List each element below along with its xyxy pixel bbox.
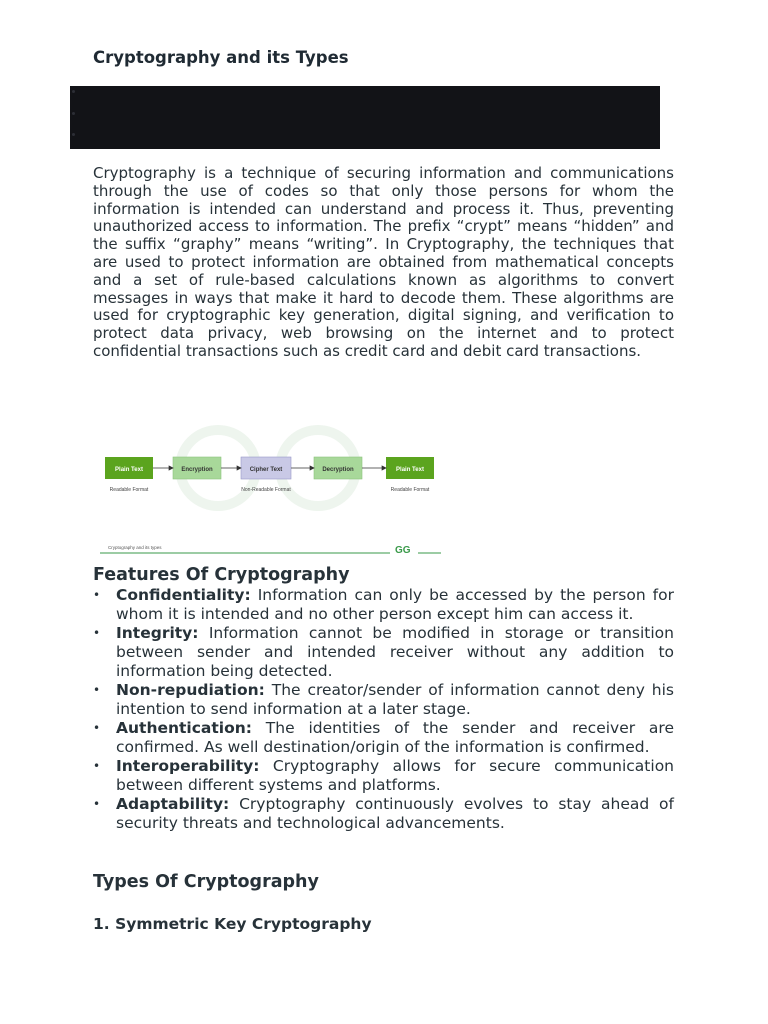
bar-dot	[72, 133, 75, 136]
arrow-head	[382, 466, 386, 470]
bullet-icon: •	[93, 797, 101, 811]
plain-text-box-label: Plain Text	[115, 467, 143, 473]
feature-item	[93, 795, 674, 833]
bar-dot	[72, 112, 75, 115]
bar-dot	[72, 90, 75, 93]
arrow-head	[310, 466, 314, 470]
feature-description: The creator/sender of information cannot deny his intention to send information at a later stage.	[116, 681, 674, 718]
document-title: Cryptography and its Types	[93, 48, 349, 67]
feature-term: Integrity:	[116, 624, 199, 642]
arrow-head	[237, 466, 241, 470]
readable-format-caption: Readable Format	[390, 487, 430, 493]
embedded-media-placeholder	[70, 86, 660, 149]
feature-description: Information cannot be modified in storage or transition between sender and intended receiver without any addition to information being detected.	[116, 624, 674, 680]
feature-description: The identities of the sender and receiver are confirmed. As well destination/origin of the information is confirmed.	[116, 719, 674, 756]
types-heading: Types Of Cryptography	[93, 872, 319, 892]
feature-description: Information can only be accessed by the person for whom it is intended and no other person except him can access it.	[116, 586, 674, 623]
feature-item	[93, 757, 674, 795]
feature-term: Adaptability:	[116, 795, 230, 813]
feature-description: Cryptography allows for secure communication between different systems and platforms.	[116, 757, 674, 794]
non-readable-format-caption: Non-Readable Format	[241, 487, 291, 493]
encryption-box-label: Encryption	[181, 467, 213, 473]
bullet-icon: •	[93, 588, 101, 602]
features-heading: Features Of Cryptography	[93, 565, 350, 585]
bullet-icon: •	[93, 721, 101, 735]
feature-term: Non-repudiation:	[116, 681, 265, 699]
features-list	[93, 586, 674, 833]
readable-format-caption: Readable Format	[109, 487, 149, 493]
feature-term: Authentication:	[116, 719, 252, 737]
feature-description: Cryptography continuously evolves to stay ahead of security threats and technological advancements.	[116, 795, 674, 832]
cryptography-flow-diagram	[93, 420, 453, 560]
feature-item	[93, 624, 674, 681]
intro-paragraph: Cryptography is a technique of securing information and communications through the use of codes so that only those persons for whom the information is intended can understand and process it. Thus, preventing unauthorized access to information. The prefix “crypt” means “hidden” and the suffix “graphy” means “writing”. In Cryptography, the techniques that are used to protect information are obtained from mathematical concepts and a set of rule-based calculations known as algorithms to convert messages in ways that make it hard to decode them. These algorithms are used for cryptographic key generation, digital signing, and verification to protect data privacy, web browsing on the internet and to protect confidential transactions such as credit card and debit card transactions.	[93, 164, 674, 360]
arrow-head	[169, 466, 173, 470]
feature-term: Confidentiality:	[116, 586, 251, 604]
feature-item	[93, 681, 674, 719]
diagram-footer-label: Cryptography and its types	[108, 545, 162, 550]
feature-item	[93, 719, 674, 757]
bullet-icon: •	[93, 759, 101, 773]
cipher-text-box-label: Cipher Text	[249, 467, 283, 473]
feature-term: Interoperability:	[116, 757, 260, 775]
bullet-icon: •	[93, 683, 101, 697]
feature-item	[93, 586, 674, 624]
plain-text-box-label: Plain Text	[396, 467, 424, 473]
gfg-logo-icon: GG	[395, 545, 411, 556]
symmetric-key-heading: 1. Symmetric Key Cryptography	[93, 915, 372, 933]
bullet-icon: •	[93, 626, 101, 640]
decryption-box-label: Decryption	[322, 467, 354, 473]
